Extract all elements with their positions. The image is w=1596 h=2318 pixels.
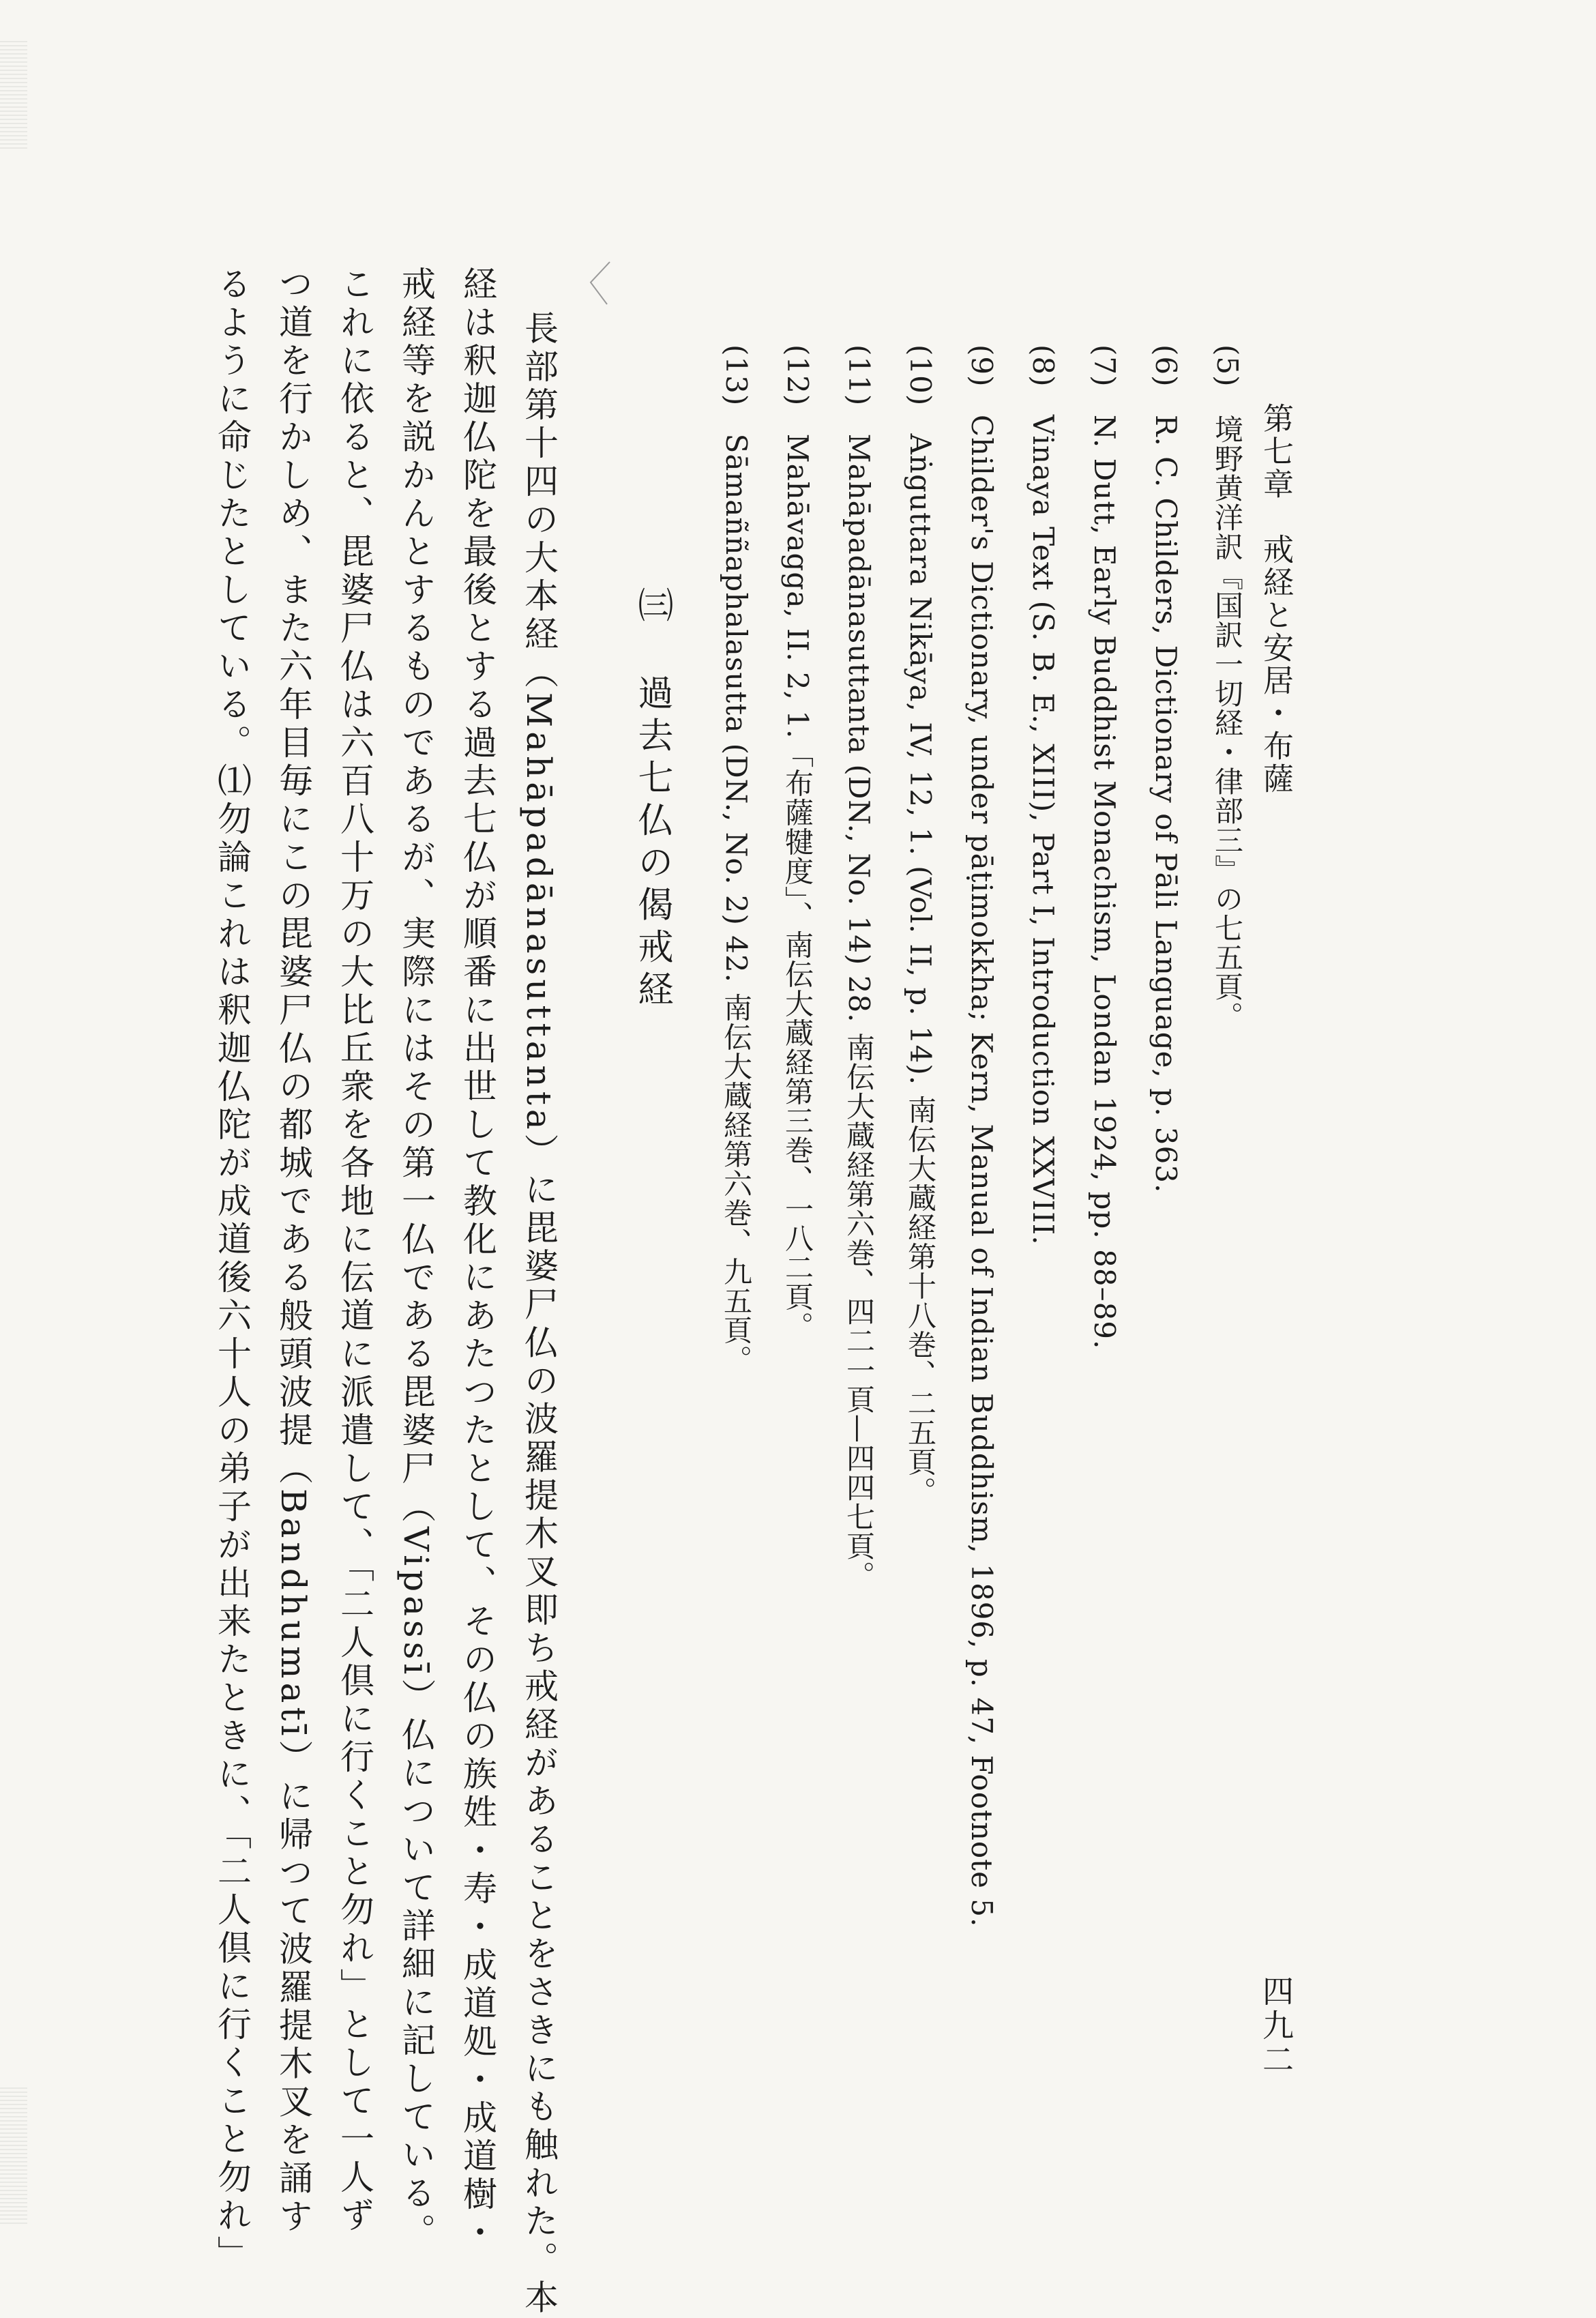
section-title: 過去七仏の偈戒経 <box>632 674 673 1013</box>
scan-noise <box>0 2087 27 2224</box>
footnote-number: (10) <box>904 344 937 407</box>
footnote-number: (12) <box>781 344 814 407</box>
page-number: 四九二 <box>1258 1975 1295 2077</box>
footnote <box>965 344 999 1928</box>
footnote-number: (8) <box>1026 344 1060 387</box>
footnote-text: N. Dutt, Early Buddhist Monachism, Londan 1924, pp. 88–89. <box>1088 414 1121 1350</box>
footnote-text: R. C. Childers, Dictionary of Pāli Language, p. 363. <box>1149 414 1183 1194</box>
body-line: 長部第十四の大本経（Mahāpadānasuttanta）に毘婆尸仏の波羅提木叉即ち戒経があることをさきにも触れた。本 <box>519 310 559 2318</box>
footnote-number: (7) <box>1088 344 1121 387</box>
footnote-number: (9) <box>965 344 999 387</box>
footnote-number: (13) <box>720 344 753 407</box>
footnote-text: 境野黄洋訳『国訳一切経・律部三』の七五頁。 <box>1211 414 1244 1031</box>
footnote-number: (11) <box>842 344 876 407</box>
body-line: これに依ると、毘婆尸仏は六百八十万の大比丘衆を各地に伝道に派遣して、「二人倶に行くこと勿れ」として一人ず <box>335 266 374 2235</box>
section-number: ㈢ <box>632 587 673 629</box>
body-line: つ道を行かしめ、また六年目毎にこの毘婆尸仏の都城である般頭波提（Bandhumatī）に帰つて波羅提木叉を誦す <box>274 266 313 2237</box>
footnote <box>1149 344 1183 1194</box>
scan-noise <box>0 41 27 150</box>
scan-mark-icon <box>587 259 614 307</box>
footnote <box>783 344 812 1340</box>
footnote <box>1211 344 1244 1031</box>
footnote <box>1026 344 1060 1246</box>
running-head: 第七章 戒経と安居・布薩 <box>1258 402 1294 795</box>
body-line: るように命じたとしている。⑴勿論これは釈迦仏陀が成道後六十人の弟子が出来たときに、「二人倶に行くこと勿れ」 <box>212 266 252 2274</box>
footnote-number: (5) <box>1211 344 1244 387</box>
body-line: 経は釈迦仏陀を最後とする過去七仏が順番に出世して教化にあたつたとして、その仏の族姓・寿・成道処・成道樹・ <box>458 266 497 2253</box>
footnote-number: (6) <box>1149 344 1183 387</box>
footnote-text: Sāmaññaphalasutta (DN., No. 2) 42. 南伝大蔵経第六巻、九五頁。 <box>720 433 753 1375</box>
footnote-text: Mahāvagga, II. 2, 1.「布薩犍度」、南伝大蔵経第三巻、一八二頁。 <box>781 433 814 1341</box>
footnote-text: Childer's Dictionary, under pāṭimokkha; Kern, Manual of Indian Buddhism, 1896, p. 47, Footnote 5. <box>965 414 999 1928</box>
footnote <box>842 344 876 1590</box>
footnote <box>720 344 753 1375</box>
section-heading <box>632 587 673 1013</box>
footnote-text: Aṅguttara Nikāya, IV, 12, 1. (Vol. II, p. 14). 南伝大蔵経第十八巻、二五頁。 <box>904 433 937 1506</box>
footnote <box>904 344 937 1506</box>
body-line: 戒経等を説かんとするものであるが、実際にはその第一仏である毘婆尸（Vipassī）仏について詳細に記している。 <box>396 266 436 2252</box>
footnote-text: Mahāpadānasuttanta (DN., No. 14) 28. 南伝大蔵経第六巻、四二一頁—四四七頁。 <box>842 433 876 1590</box>
footnote <box>1090 344 1119 1349</box>
footnote-text: Vinaya Text (S. B. E., XIII), Part I, Introduction XXVIII. <box>1026 414 1060 1246</box>
